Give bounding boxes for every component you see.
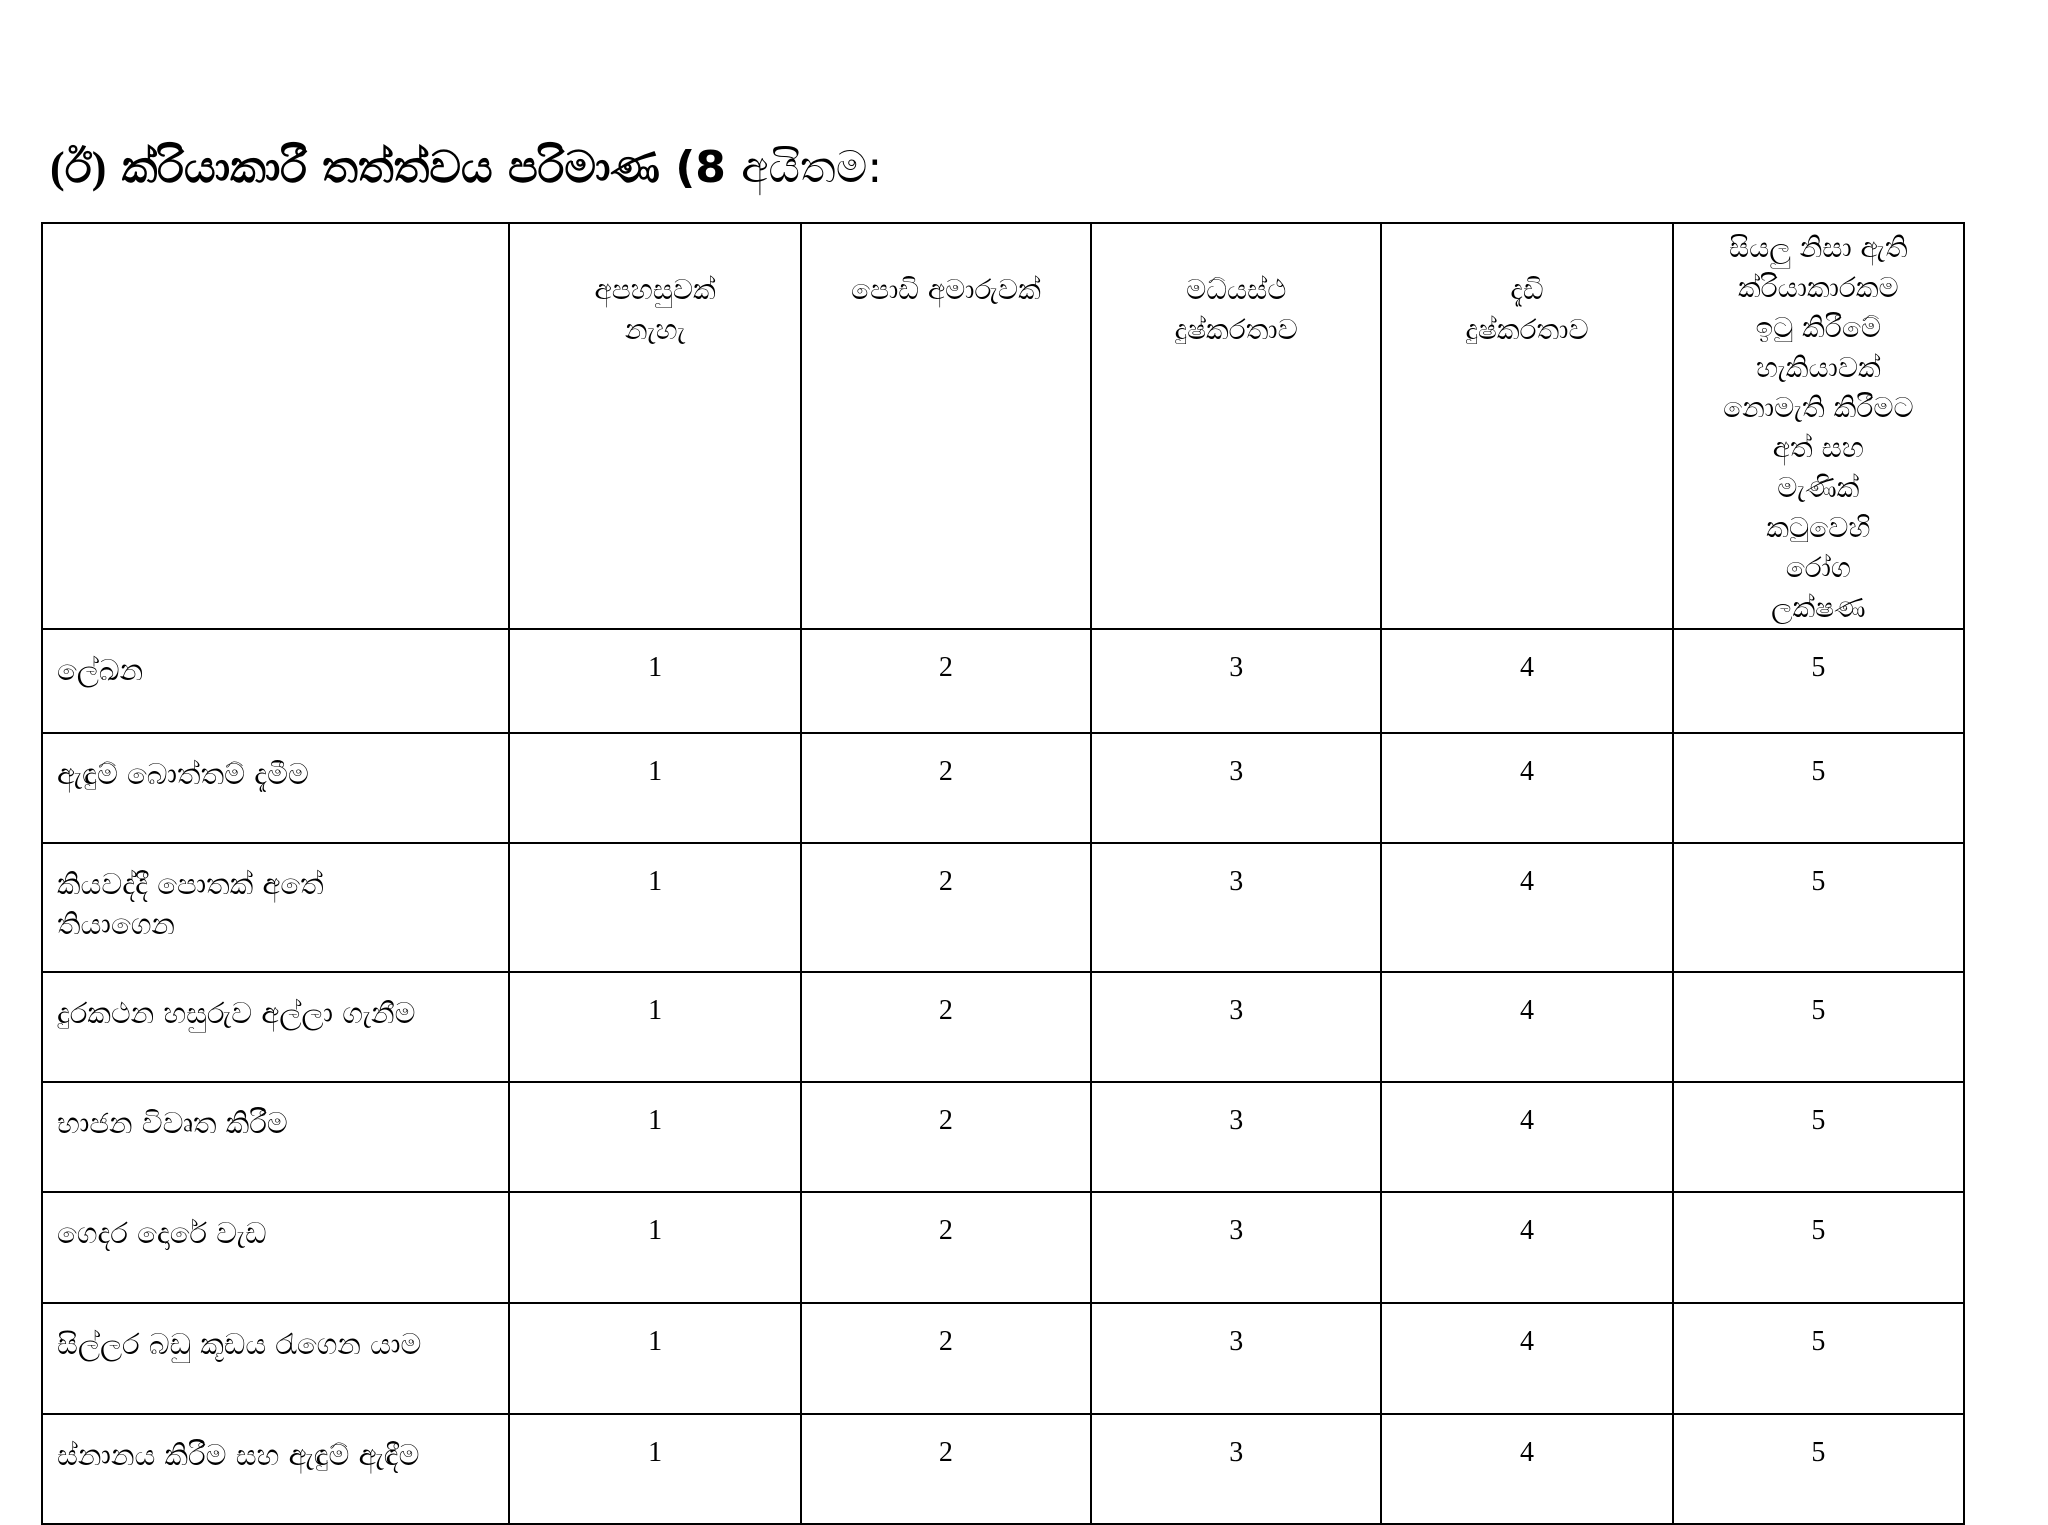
row-label: ලේඛන: [42, 629, 509, 733]
score-cell: 5: [1673, 843, 1964, 972]
header-cell-severe-difficulty: දැඩි දුෂ්කරතාව: [1381, 223, 1672, 629]
header-row: [42, 223, 1964, 629]
row-label: ඇඳුම් බොත්තම් දැමීම: [42, 733, 509, 843]
score-cell: 5: [1673, 629, 1964, 733]
table-row: [42, 1303, 1964, 1414]
score-cell: 5: [1673, 1192, 1964, 1303]
score-cell: 4: [1381, 733, 1672, 843]
score-cell: 4: [1381, 972, 1672, 1082]
score-cell: 1: [509, 733, 800, 843]
score-cell: 5: [1673, 972, 1964, 1082]
score-cell: 4: [1381, 1303, 1672, 1414]
score-cell: 3: [1091, 1414, 1381, 1524]
table-row: [42, 1414, 1964, 1524]
score-cell: 3: [1091, 843, 1381, 972]
score-cell: 1: [509, 1192, 800, 1303]
score-cell: 1: [509, 1414, 800, 1524]
page-title: [50, 136, 882, 200]
score-cell: 2: [801, 1192, 1091, 1303]
table-row: [42, 629, 1964, 733]
score-cell: 2: [801, 1303, 1091, 1414]
score-cell: 5: [1673, 1082, 1964, 1192]
title-main: ක්රියාකාරී තත්ත්වය පරිමාණ (8: [121, 142, 726, 193]
score-cell: 4: [1381, 1192, 1672, 1303]
table-row: [42, 733, 1964, 843]
row-label: භාජන විවෘත කිරීම: [42, 1082, 509, 1192]
score-cell: 1: [509, 1082, 800, 1192]
score-cell: 4: [1381, 1082, 1672, 1192]
table-row: [42, 972, 1964, 1082]
score-cell: 1: [509, 972, 800, 1082]
header-cell-unable: සියලු නිසා ඇති ක්රියාකාරකම ඉටු කිරීමේ හැකියාවක් නොමැති කිරීමට අත් සහ මැණික් කටුවෙහි රෝග ලක්ෂණ: [1673, 223, 1964, 629]
header-cell-item: [42, 223, 509, 629]
section-marker: (ඊ): [50, 143, 107, 192]
score-cell: 4: [1381, 629, 1672, 733]
score-cell: 4: [1381, 1414, 1672, 1524]
row-label: ගෙදර දොරේ වැඩ: [42, 1192, 509, 1303]
score-cell: 3: [1091, 1303, 1381, 1414]
score-cell: 3: [1091, 1082, 1381, 1192]
row-label: සිල්ලර බඩු කූඩය රැගෙන යාම: [42, 1303, 509, 1414]
score-cell: 5: [1673, 1414, 1964, 1524]
score-cell: 2: [801, 1082, 1091, 1192]
score-cell: 2: [801, 1414, 1091, 1524]
score-cell: 2: [801, 733, 1091, 843]
score-cell: 5: [1673, 733, 1964, 843]
header-cell-moderate-difficulty: මධ්යස්ථ දුෂ්කරතාව: [1091, 223, 1381, 629]
row-label: කියවද්දී පොතක් අතේ තියාගෙන: [42, 843, 509, 972]
table-row: [42, 1192, 1964, 1303]
table-row: [42, 1082, 1964, 1192]
score-cell: 3: [1091, 629, 1381, 733]
score-cell: 3: [1091, 1192, 1381, 1303]
table-row: [42, 843, 1964, 972]
score-cell: 2: [801, 629, 1091, 733]
score-cell: 1: [509, 1303, 800, 1414]
row-label: ස්නානය කිරීම සහ ඇඳුම් ඇඳීම: [42, 1414, 509, 1524]
title-suffix: අයිතම:: [741, 142, 883, 193]
score-cell: 1: [509, 843, 800, 972]
header-cell-no-difficulty: අපහසුවක් නැහැ: [509, 223, 800, 629]
functional-status-scale-table: [41, 222, 1965, 1525]
row-label: දුරකථන හසුරුව අල්ලා ගැනීම: [42, 972, 509, 1082]
score-cell: 3: [1091, 972, 1381, 1082]
score-cell: 2: [801, 972, 1091, 1082]
score-cell: 3: [1091, 733, 1381, 843]
score-cell: 2: [801, 843, 1091, 972]
score-cell: 1: [509, 629, 800, 733]
score-cell: 4: [1381, 843, 1672, 972]
score-cell: 5: [1673, 1303, 1964, 1414]
header-cell-mild-difficulty: පොඩි අමාරුවක්: [801, 223, 1091, 629]
